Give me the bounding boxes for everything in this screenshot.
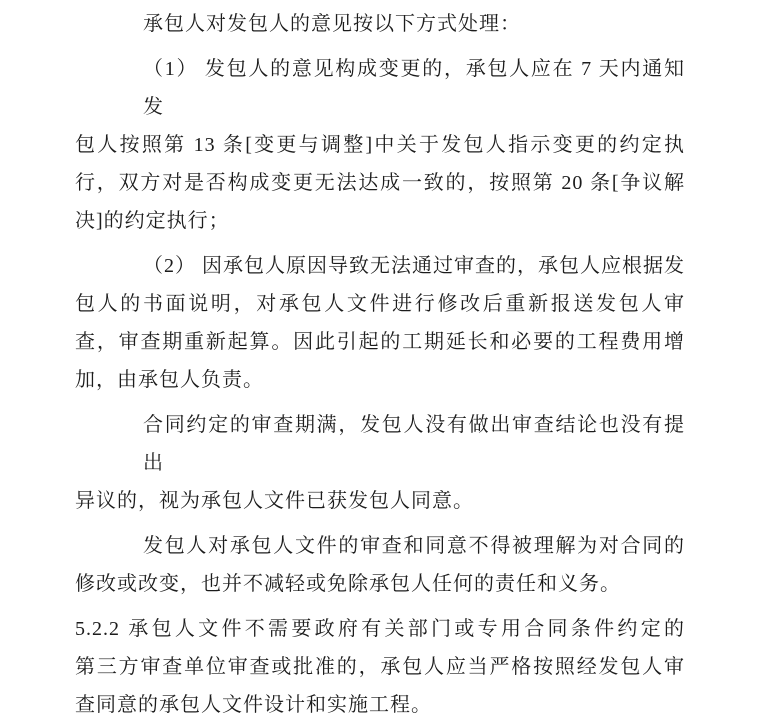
text-line: 承包人对发包人的意见按以下方式处理：	[143, 13, 521, 35]
text-line: 修改或改变，也并不减轻或免除承包人任何的责任和义务。	[75, 573, 621, 595]
text-line: 5.2.2 承包人文件不需要政府有关部门或专用合同条件约定的	[75, 618, 685, 640]
text-line: 合同约定的审查期满，发包人没有做出审查结论也没有提出	[143, 414, 685, 474]
paragraph	[75, 247, 685, 399]
paragraph	[75, 610, 685, 724]
paragraph	[75, 527, 685, 603]
text-line: （1） 发包人的意见构成变更的，承包人应在 7 天内通知发	[143, 58, 685, 118]
text-line: 发包人对承包人文件的审查和同意不得被理解为对合同的	[143, 535, 685, 557]
text-line: 查，审查期重新起算。因此引起的工期延长和必要的工程费用增	[75, 331, 685, 353]
text-line: 查同意的承包人文件设计和实施工程。	[75, 694, 432, 716]
text-line: 加，由承包人负责。	[75, 369, 264, 391]
text-line: （2） 因承包人原因导致无法通过审查的，承包人应根据发	[143, 255, 685, 277]
text-line: 异议的，视为承包人文件已获发包人同意。	[75, 490, 474, 512]
paragraph	[75, 406, 685, 520]
text-line: 包人的书面说明，对承包人文件进行修改后重新报送发包人审	[75, 293, 685, 315]
text-line: 决]的约定执行；	[75, 210, 230, 232]
paragraph	[75, 5, 685, 43]
text-line: 第三方审查单位审查或批准的，承包人应当严格按照经发包人审	[75, 656, 685, 678]
text-line: 行，双方对是否构成变更无法达成一致的，按照第 20 条[争议解	[75, 172, 685, 194]
paragraph	[75, 50, 685, 240]
text-line: 包人按照第 13 条[变更与调整]中关于发包人指示变更的约定执	[75, 134, 685, 156]
